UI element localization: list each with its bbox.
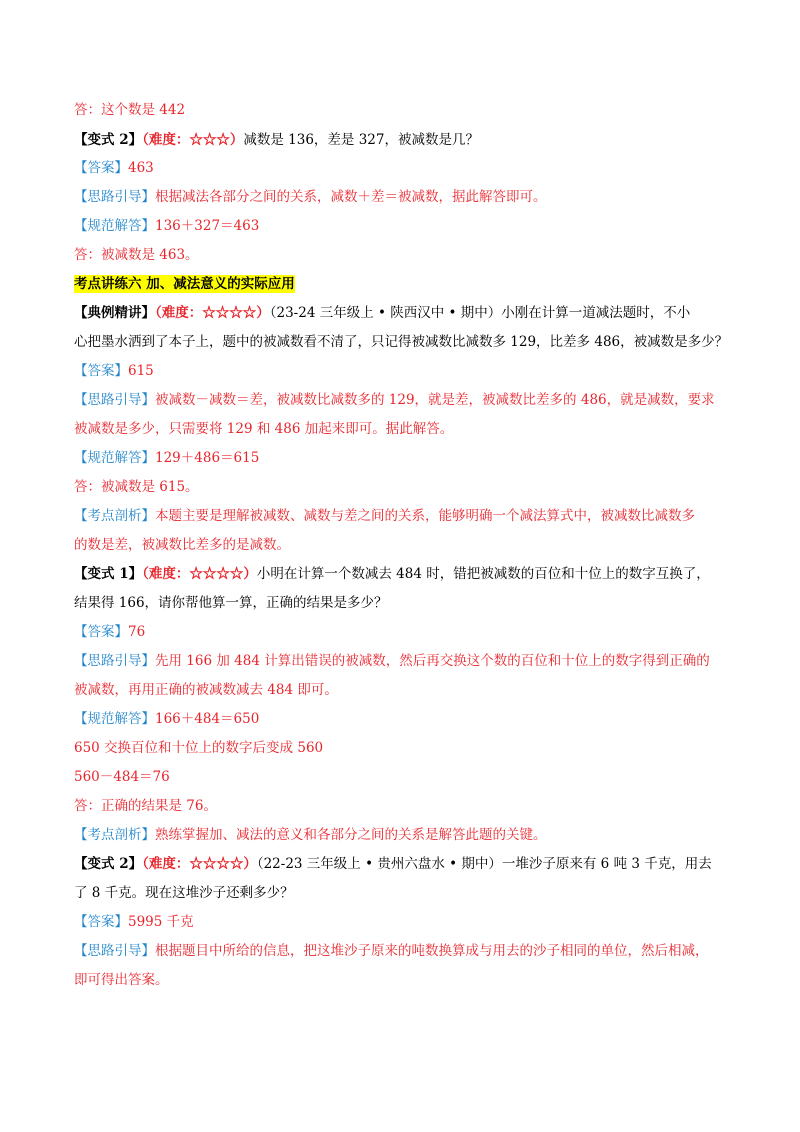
- hint-line-2: [74, 419, 453, 439]
- question-text: 了 8 千克。现在这堆沙子还剩多少？: [74, 885, 294, 901]
- question-text: 减数是 136，差是 327，被减数是几？: [243, 132, 479, 148]
- hint-tag: 【思路引导】: [74, 392, 155, 408]
- hint-line-1: [74, 651, 710, 671]
- example-question-line-1: [74, 303, 690, 323]
- solution-text: 136＋327＝463: [155, 218, 260, 234]
- hint-text: 被减数，再用正确的被减数减去 484 即可。: [74, 682, 338, 698]
- final-answer-line: [74, 477, 199, 497]
- variant-1-question-line-1: [74, 564, 710, 584]
- section-title: [74, 274, 295, 294]
- analysis-line: [74, 825, 547, 845]
- answer-value: 615: [128, 363, 154, 379]
- difficulty-label: （难度：☆☆☆）: [142, 132, 244, 148]
- question-variant-2-a: [74, 130, 479, 150]
- question-text: 结果得 166，请你帮他算一算，正确的结果是多少？: [74, 595, 388, 611]
- hint-tag: 【思路引导】: [74, 943, 155, 959]
- hint-line-2: [74, 680, 338, 700]
- hint-text: 根据题目中所给的信息，把这堆沙子原来的吨数换算成与用去的沙子相同的单位，然后相减，: [155, 943, 709, 959]
- solution-line: [74, 216, 259, 236]
- answer-text: 答：这个数是 442: [74, 102, 186, 118]
- hint-tag: 【思路引导】: [74, 189, 155, 205]
- answer-line: [74, 912, 194, 932]
- analysis-text: 熟练掌握加、减法的意义和各部分之间的关系是解答此题的关键。: [155, 827, 547, 843]
- solution-text: 129＋486＝615: [155, 450, 260, 466]
- solution-line: [74, 448, 259, 468]
- answer-line: [74, 361, 154, 381]
- hint-tag: 【思路引导】: [74, 653, 155, 669]
- solution-tag: 【规范解答】: [74, 450, 155, 466]
- answer-line: [74, 158, 154, 178]
- example-tag: 【典例精讲】: [74, 305, 155, 321]
- difficulty-label: （难度：☆☆☆☆）: [142, 566, 257, 582]
- example-question-line-2: [74, 332, 728, 352]
- solution-line-2: [74, 738, 323, 758]
- analysis-tag: 【考点剖析】: [74, 508, 155, 524]
- solution-text: 166＋484＝650: [155, 711, 260, 727]
- solution-text: 560－484＝76: [74, 769, 170, 785]
- answer-tag: 【答案】: [74, 624, 128, 640]
- answer-value: 76: [128, 624, 146, 640]
- variant-2-question-line-1: [74, 854, 712, 874]
- answer-line: [74, 100, 185, 120]
- answer-tag: 【答案】: [74, 363, 128, 379]
- question-text: 小明在计算一个数减去 484 时，错把被减数的百位和十位上的数字互换了，: [256, 566, 710, 582]
- final-answer-line: [74, 796, 217, 816]
- hint-text: 即可得出答案。: [74, 972, 169, 988]
- answer-tag: 【答案】: [74, 914, 128, 930]
- hint-line-1: [74, 390, 715, 410]
- analysis-text: 本题主要是理解被减数、减数与差之间的关系，能够明确一个减法算式中，被减数比减数多: [155, 508, 695, 524]
- hint-text: 根据减法各部分之间的关系，减数＋差＝被减数，据此解答即可。: [155, 189, 547, 205]
- question-text: （22-23 三年级上 • 贵州六盘水 • 期中）一堆沙子原来有 6 吨 3 千克，用去: [256, 856, 712, 872]
- solution-tag: 【规范解答】: [74, 218, 155, 234]
- final-answer-text: 答：被减数是 615。: [74, 479, 199, 495]
- difficulty-label: （难度：☆☆☆☆）: [155, 305, 270, 321]
- variant-2-question-line-2: [74, 883, 294, 903]
- question-text: 心把墨水洒到了本子上，题中的被减数看不清了，只记得被减数比减数多 129，比差多 486，被减数是多少？: [74, 334, 729, 350]
- answer-tag: 【答案】: [74, 160, 128, 176]
- final-answer-line: [74, 245, 199, 265]
- solution-line-3: [74, 767, 170, 787]
- answer-value: 5995 千克: [128, 914, 194, 930]
- hint-line-1: [74, 941, 709, 961]
- analysis-line-2: [74, 535, 290, 555]
- variant-tag: 【变式 2】: [74, 132, 143, 148]
- question-text: （23-24 三年级上 • 陕西汉中 • 期中）小刚在计算一道减法题时，不小: [269, 305, 691, 321]
- analysis-line-1: [74, 506, 695, 526]
- difficulty-label: （难度：☆☆☆☆）: [142, 856, 257, 872]
- final-answer-text: 答：被减数是 463。: [74, 247, 199, 263]
- solution-tag: 【规范解答】: [74, 711, 155, 727]
- variant-tag: 【变式 2】: [74, 856, 143, 872]
- hint-line: [74, 187, 547, 207]
- hint-text: 先用 166 加 484 计算出错误的被减数，然后再交换这个数的百位和十位上的数字得到正确的: [155, 653, 710, 669]
- analysis-tag: 【考点剖析】: [74, 827, 155, 843]
- hint-text: 被减数是多少，只需要将 129 和 486 加起来即可。据此解答。: [74, 421, 454, 437]
- variant-1-question-line-2: [74, 593, 388, 613]
- hint-line-2: [74, 970, 169, 990]
- solution-line-1: [74, 709, 259, 729]
- solution-text: 650 交换百位和十位上的数字后变成 560: [74, 740, 324, 756]
- analysis-text: 的数是差，被减数比差多的是减数。: [74, 537, 290, 553]
- hint-text: 被减数－减数＝差，被减数比减数多的 129，就是差，被减数比差多的 486，就是减数，要求: [155, 392, 715, 408]
- variant-tag: 【变式 1】: [74, 566, 143, 582]
- answer-value: 463: [128, 160, 154, 176]
- section-title-text: 考点讲练六 加、减法意义的实际应用: [74, 276, 295, 292]
- answer-line: [74, 622, 145, 642]
- final-answer-text: 答：正确的结果是 76。: [74, 798, 217, 814]
